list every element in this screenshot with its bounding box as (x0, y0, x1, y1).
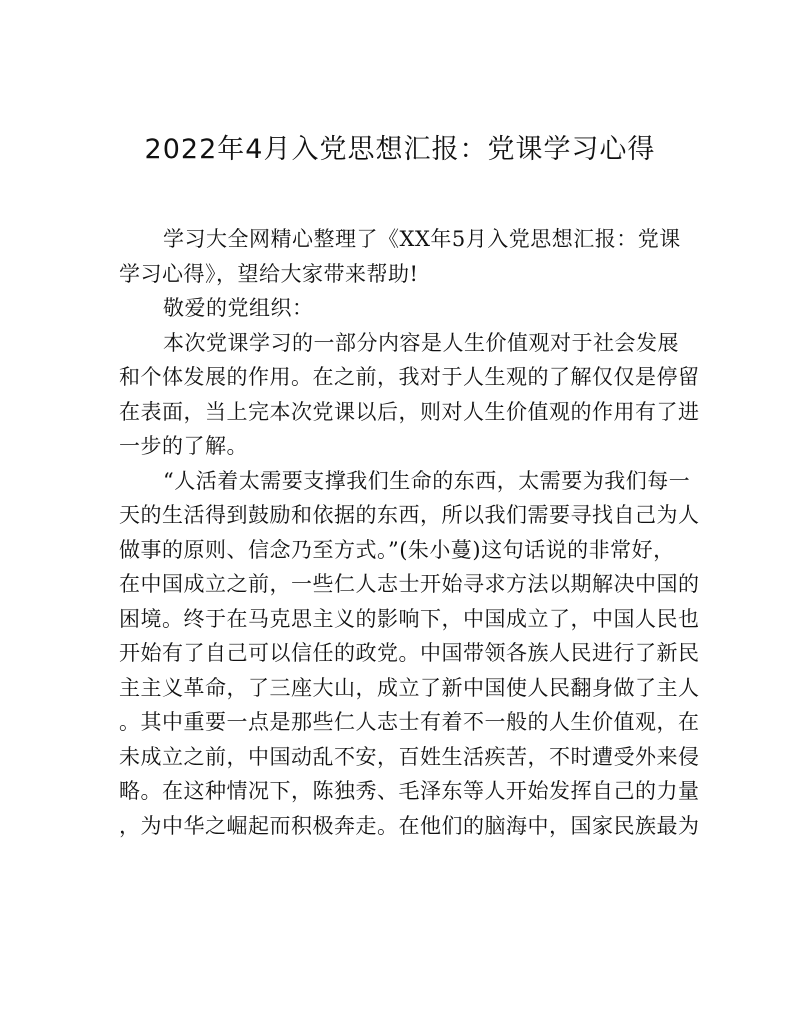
body-line: 未成立之前，中国动乱不安，百姓生活疾苦，不时遭受外来侵 (119, 744, 700, 769)
body-line: 略。在这种情况下，陈独秀、毛泽东等人开始发挥自己的力量 (119, 779, 700, 803)
body-line: 学习心得》，望给大家带来帮助! (119, 261, 419, 286)
body-line: 学习大全网精心整理了《XX年5月入党思想汇报：党课 (163, 227, 681, 251)
document-body (119, 222, 699, 843)
body-line: “人活着太需要支撑我们生命的东西，太需要为我们每一 (163, 468, 691, 493)
body-line: 在中国成立之前，一些仁人志士开始寻求方法以期解决中国的 (119, 572, 700, 596)
body-line: 困境。终于在马克思主义的影响下，中国成立了，中国人民也 (119, 606, 700, 631)
body-line: ，为中华之崛起而积极奔走。在他们的脑海中，国家民族最为 (119, 813, 700, 838)
body-line: 一步的了解。 (119, 434, 248, 458)
document-title: 2022年4月入党思想汇报：党课学习心得 (144, 134, 656, 165)
body-line: 天的生活得到鼓励和依据的东西，所以我们需要寻找自己为人 (119, 503, 700, 527)
body-line: 在表面，当上完本次党课以后，则对人生价值观的作用有了进 (119, 399, 700, 424)
body-line: 本次党课学习的一部分内容是人生价值观对于社会发展 (163, 330, 679, 355)
body-line: 敬爱的党组织： (163, 296, 314, 320)
body-line: 和个体发展的作用。在之前，我对于人生观的了解仅仅是停留 (119, 365, 700, 389)
body-line: 。其中重要一点是那些仁人志士有着不一般的人生价值观，在 (119, 710, 700, 734)
body-line: 开始有了自己可以信任的政党。中国带领各族人民进行了新民 (119, 641, 700, 665)
body-line: 主主义革命，了三座大山，成立了新中国使人民翻身做了主人 (119, 675, 700, 700)
body-line: 做事的原则、信念乃至方式。”(朱小蔓)这句话说的非常好， (119, 537, 675, 562)
